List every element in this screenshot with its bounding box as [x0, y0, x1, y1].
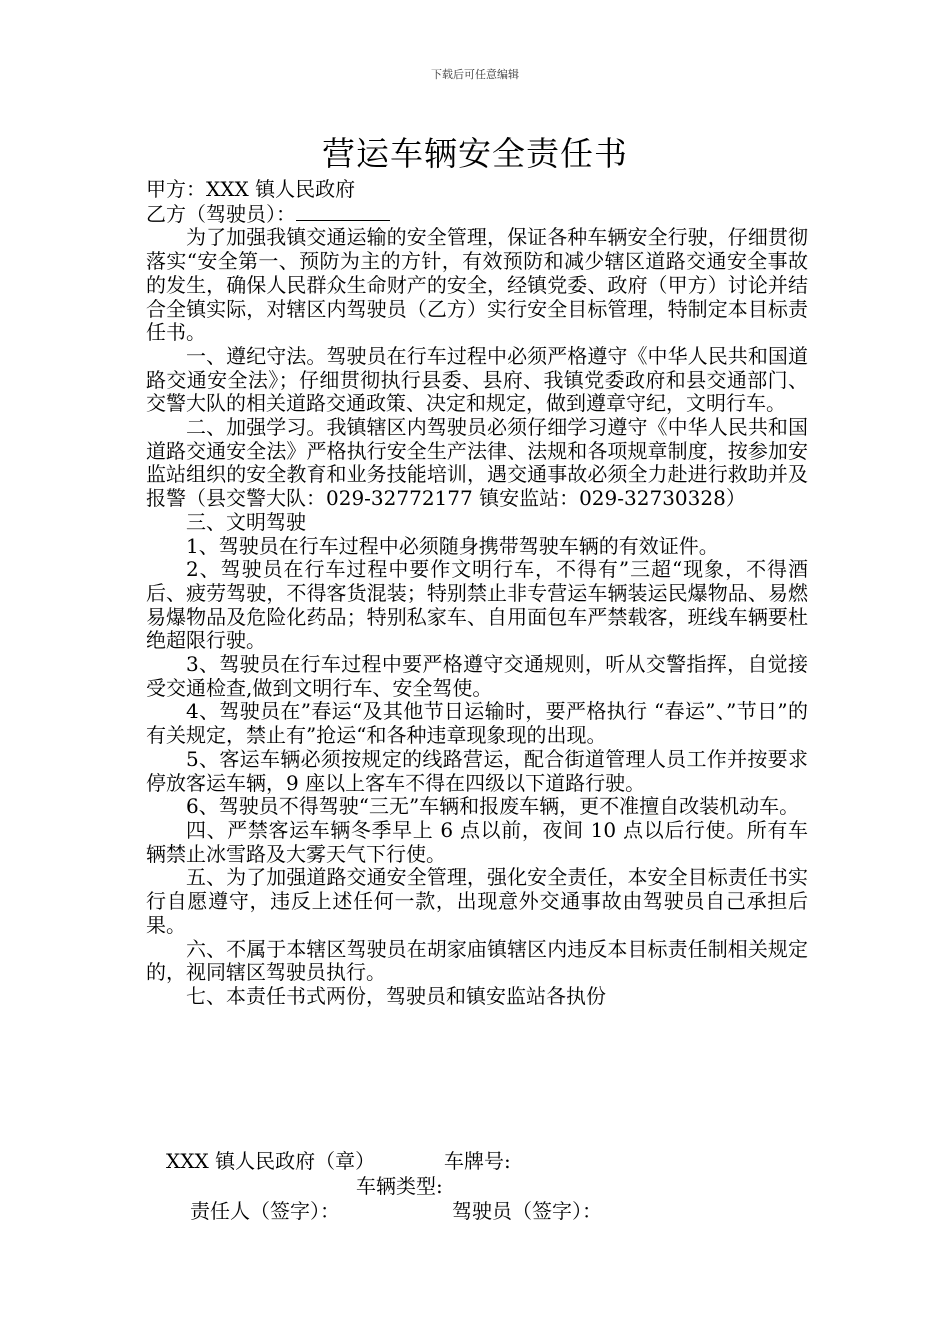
paragraph-item-6: 6、驾驶员不得驾驶“三无”车辆和报废车辆，更不准擅自改装机动车。	[186, 794, 800, 819]
paragraph-item-1: 1、驾驶员在行车过程中必须随身携带驾驶车辆的有效证件。	[186, 533, 719, 558]
gov-seal-label: XXX 镇人民政府（章）	[166, 1149, 376, 1173]
paragraph-intro: 为了加强我镇交通运输的安全管理，保证各种车辆安全行驶，仔细贯彻落实“安全第一、预防为主的方针，有效预防和减少辖区道路交通安全事故的发生，确保人民群众生命财产的安全，经镇党委、政府（甲方）讨论并结合全镇实际，对辖区内驾驶员（乙方）实行安全目标管理，特制定本目标责任书。	[146, 225, 808, 345]
party-b-blank[interactable]	[296, 202, 390, 221]
party-a-line: 甲方：XXX 镇人民政府	[146, 177, 356, 201]
paragraph-section-1: 一、遵纪守法。驾驶员在行车过程中必须严格遵守《中华人民共和国道路交通安全法》；仔细贯彻执行县委、县府、我镇党委政府和县交通部门、交警大队的相关道路交通政策、决定和规定，做到遵章守纪，文明行车。	[146, 343, 808, 416]
driver-signature-label: 驾驶员（签字）：	[452, 1199, 602, 1223]
paragraph-section-2: 二、加强学习。我镇辖区内驾驶员必须仔细学习遵守《中华人民共和国道路交通安全法》严格执行安全生产法律、法规和各项规章制度，按参加安监站组织的安全教育和业务技能培训，遇交通事故必须全力赴进行救助并及报警（县交警大队：029-32772177 镇安监站：029-32730328）	[146, 415, 808, 511]
document-title: 营运车辆安全责任书	[322, 134, 628, 173]
paragraph-section-4: 四、严禁客运车辆冬季早上 6 点以前，夜间 10 点以后行使。所有车辆禁止冰雪路及大雾天气下行使。	[146, 817, 808, 866]
paragraph-section-7: 七、本责任书式两份，驾驶员和镇安监站各执份	[186, 983, 606, 1008]
paragraph-item-5: 5、客运车辆必须按规定的线路营运，配合街道管理人员工作并按要求停放客运车辆，9 座以上客车不得在四级以下道路行驶。	[146, 746, 808, 795]
paragraph-item-4: 4、驾驶员在”春运“及其他节日运输时，要严格执行 “春运”、”节日”的有关规定，禁止有”抢运“和各种违章现象现的出现。	[146, 699, 808, 748]
vehicle-type-label: 车辆类型:	[356, 1174, 443, 1198]
responsible-signature-label: 责任人（签字）：	[190, 1199, 340, 1223]
paragraph-item-2: 2、驾驶员在行车过程中要作文明行车，不得有”三超“现象，不得酒后、疲劳驾驶，不得客货混装；特别禁止非专营运车辆装运民爆物品、易燃易爆物品及危险化药品；特别私家车、自用面包车严禁载客，班线车辆要杜绝超限行驶。	[146, 557, 808, 653]
paragraph-section-3-heading: 三、文明驾驶	[186, 509, 306, 534]
document-body	[146, 178, 808, 1009]
plate-number-label: 车牌号:	[444, 1149, 511, 1173]
party-b-label: 乙方（驾驶员）：	[146, 201, 296, 226]
paragraph-item-3: 3、驾驶员在行车过程中要严格遵守交通规则，听从交警指挥，自觉接受交通检查,做到文明行车、安全驾使。	[146, 652, 808, 700]
paragraph-section-5: 五、为了加强道路交通安全管理，强化安全责任，本安全目标责任书实行自愿遵守，违反上述任何一款，出现意外交通事故由驾驶员自己承担后果。	[146, 865, 808, 937]
paragraph-section-6: 六、不属于本辖区驾驶员在胡家庙镇辖区内违反本目标责任制相关规定的，视同辖区驾驶员执行。	[146, 936, 808, 985]
header-note: 下载后可任意编辑	[431, 68, 519, 81]
party-b-line	[146, 202, 808, 227]
